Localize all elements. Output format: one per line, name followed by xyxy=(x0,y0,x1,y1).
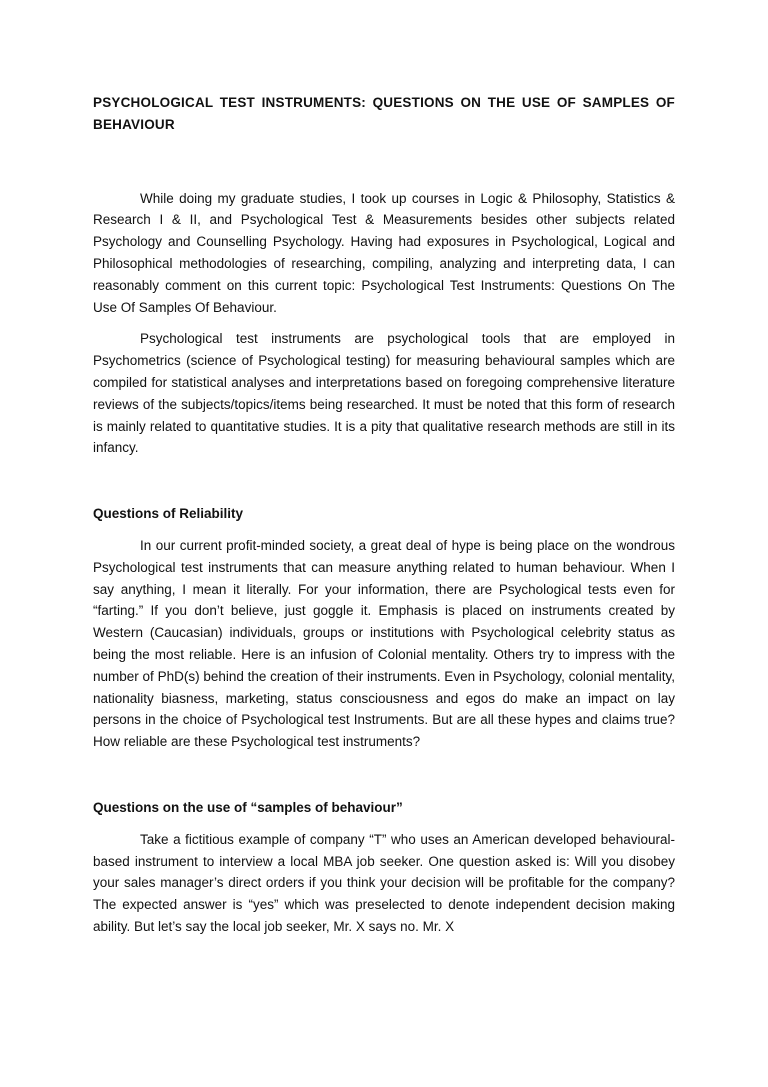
spacer xyxy=(93,136,675,188)
intro-paragraph-1: While doing my graduate studies, I took up courses in Logic & Philosophy, Statistics & Research I & II, and Psychological Test & Measurements besides other subjects related Psychology and Counselling Psychology. Having had exposures in Psychological, Logical and Philosophical methodologies of researching, compiling, analyzing and interpreting data, I can reasonably comment on this current topic: Psychological Test Instruments: Questions On The Use Of Samples Of Behaviour. xyxy=(93,190,675,315)
intro-paragraph-2: Psychological test instruments are psychological tools that are employed in Psychometrics (science of Psychological testing) for measuring behavioural samples which are compiled for statistical analyses and interpretations based on foregoing comprehensive literature reviews of the subjects/topics/items being researched. It must be noted that this form of research is mainly related to quantitative studies. It is a pity that qualitative research methods are still in its infancy. xyxy=(93,331,675,456)
spacer xyxy=(93,753,675,797)
spacer xyxy=(93,459,675,503)
spacer xyxy=(93,318,675,328)
section-paragraph-reliability: In our current profit-minded society, a great deal of hype is being place on the wondrous Psychological test instruments that can measure anything related to human behaviour. When I say anything, I mean it literally. For your information, there are Psychological tests even for “farting.” If you don’t believe, just goggle it. Emphasis is placed on instruments created by Western (Caucasian) individuals, groups or institutions with Psychological celebrity status as being the most reliable. Here is an infusion of Colonial mentality. Others try to impress with the number of PhD(s) behind the creation of their instruments. Even in Psychology, colonial mentality, nationality biasness, marketing, status consciousness and egos do make an impact on lay persons in the choice of Psychological test Instruments. But are all these hypes and claims true? How reliable are these Psychological test instruments? xyxy=(93,537,675,750)
section-heading-reliability: Questions of Reliability xyxy=(93,506,244,522)
section-heading-samples: Questions on the use of “samples of behaviour” xyxy=(93,799,403,815)
section-paragraph-samples: Take a fictitious example of company “T” who uses an American developed behavioural-based instrument to interview a local MBA job seeker. One question asked is: Will you disobey your sales manager’s direct orders if you think your decision will be profitable for the company? The expected answer is “yes” which was preselected to denote independent decision making ability. But let’s say the local job seeker, Mr. X says no. Mr. X xyxy=(93,831,675,934)
spacer xyxy=(93,819,675,829)
document-title: PSYCHOLOGICAL TEST INSTRUMENTS: QUESTIONS ON THE USE OF SAMPLES OF BEHAVIOUR xyxy=(93,95,675,132)
spacer xyxy=(93,525,675,535)
document-body xyxy=(93,92,675,938)
